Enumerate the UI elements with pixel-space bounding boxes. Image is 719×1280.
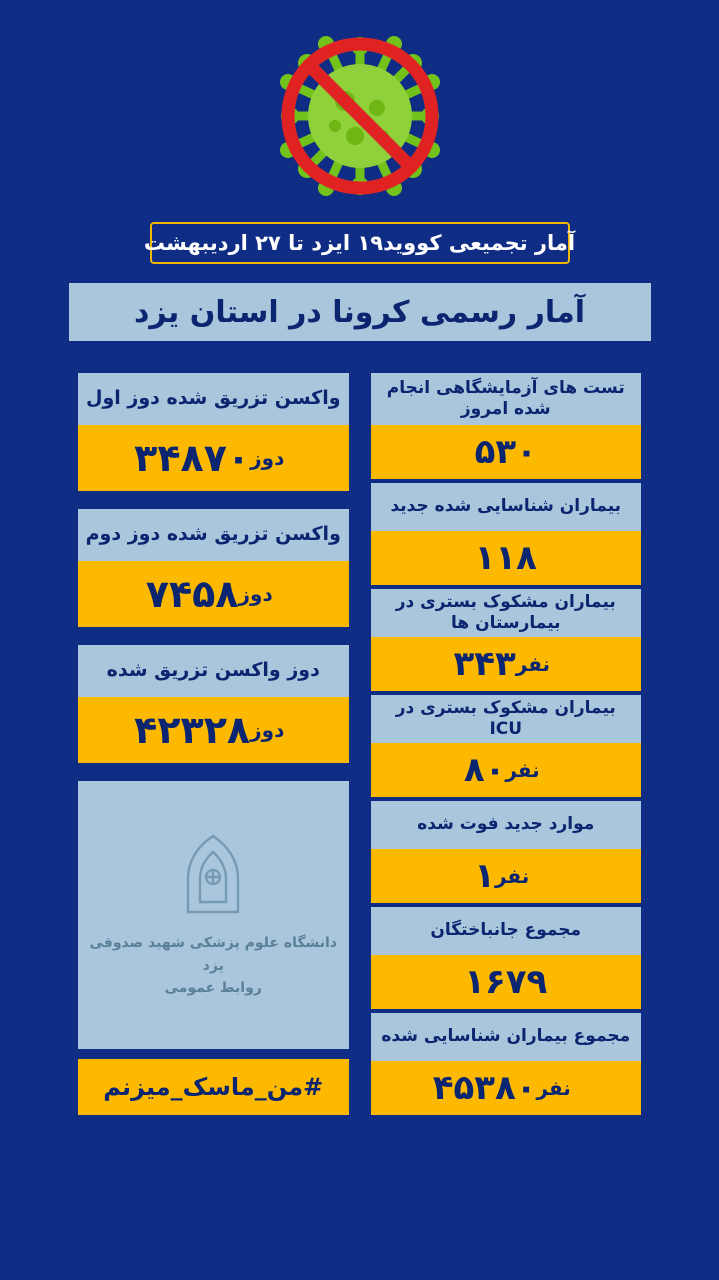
vaccine-column (78, 373, 349, 1280)
page-title (69, 283, 651, 341)
stat-value-new-cases (371, 531, 642, 585)
stat-number: ۱۶۷۹ (464, 962, 548, 1002)
stat-unit: نفر (494, 864, 530, 888)
stat-label-tests-today: تست های آزمایشگاهی انجام شده امروز (371, 373, 642, 425)
stat-label-new-deaths: موارد جدید فوت شده (371, 801, 642, 849)
stat-label-total-deaths: مجموع جانباختگان (371, 907, 642, 955)
stat-value-dose1 (78, 425, 349, 491)
stat-label-hospitalized: بیماران مشکوک بستری در بیمارستان ها (371, 589, 642, 637)
stat-value-tests-today (371, 425, 642, 479)
stat-number: ۵۳۰ (474, 432, 537, 472)
stat-value-total-cases (371, 1061, 642, 1115)
organization-name-line1: دانشگاه علوم پزشکی شهید صدوقی یزد (89, 935, 337, 974)
stat-unit: دوز (238, 582, 273, 606)
stat-label-dose2: واکسن تزریق شده دوز دوم (78, 509, 349, 561)
vaccine-total-block (78, 645, 349, 763)
stat-label-icu: بیماران مشکوک بستری در ICU (371, 695, 642, 743)
stat-number: ۴۵۳۸۰ (432, 1068, 537, 1108)
tests-column (371, 373, 642, 1280)
hashtag-text: #من_ماسک_میزنم (103, 1073, 324, 1101)
stat-unit: نفر (536, 1076, 571, 1100)
stat-number: ۸۰ (463, 750, 506, 790)
date-banner (143, 222, 576, 264)
page-title-text: آمار رسمی کرونا در استان یزد (133, 294, 586, 330)
hashtag-card (78, 1059, 349, 1115)
stat-value-total-doses (78, 697, 349, 763)
organization-name-line2: روابط عمومی (164, 980, 262, 997)
university-emblem-icon (174, 830, 252, 922)
stat-value-hospitalized (371, 637, 642, 691)
stat-unit: دوز (250, 446, 285, 470)
stat-unit: نفر (505, 758, 540, 782)
stat-number: ۴۲۳۲۸ (134, 708, 251, 752)
virus-illustration (0, 18, 719, 213)
stat-label-total-doses: دوز واکسن تزریق شده (78, 645, 349, 697)
stat-label-total-cases: مجموع بیماران شناسایی شده (371, 1013, 642, 1061)
stat-label-dose1: واکسن تزریق شده دوز اول (78, 373, 349, 425)
coronavirus-prohibited-icon (245, 26, 475, 206)
stat-number: ۱۱۸ (474, 538, 537, 578)
stat-unit: دوز (250, 718, 285, 742)
stat-value-dose2 (78, 561, 349, 627)
organization-logo-card (78, 781, 349, 1049)
vaccine-dose2-block (78, 509, 349, 627)
stat-value-icu (371, 743, 642, 797)
stat-value-new-deaths (371, 849, 642, 903)
stat-number: ۷۴۵۸ (145, 572, 239, 616)
stat-value-total-deaths (371, 955, 642, 1009)
stat-label-new-cases: بیماران شناسایی شده جدید (371, 483, 642, 531)
stat-unit: نفر (515, 652, 551, 676)
stat-number: ۱ (474, 856, 495, 896)
stats-columns (0, 373, 719, 1280)
vaccine-dose1-block (78, 373, 349, 491)
date-banner-text: آمار تجمیعی کووید۱۹ ایزد تا ۲۷ اردیبهشت (143, 231, 576, 255)
stat-number: ۳۴۸۷۰ (134, 436, 251, 480)
organization-name (88, 932, 339, 999)
stat-number: ۳۴۳ (453, 644, 516, 684)
